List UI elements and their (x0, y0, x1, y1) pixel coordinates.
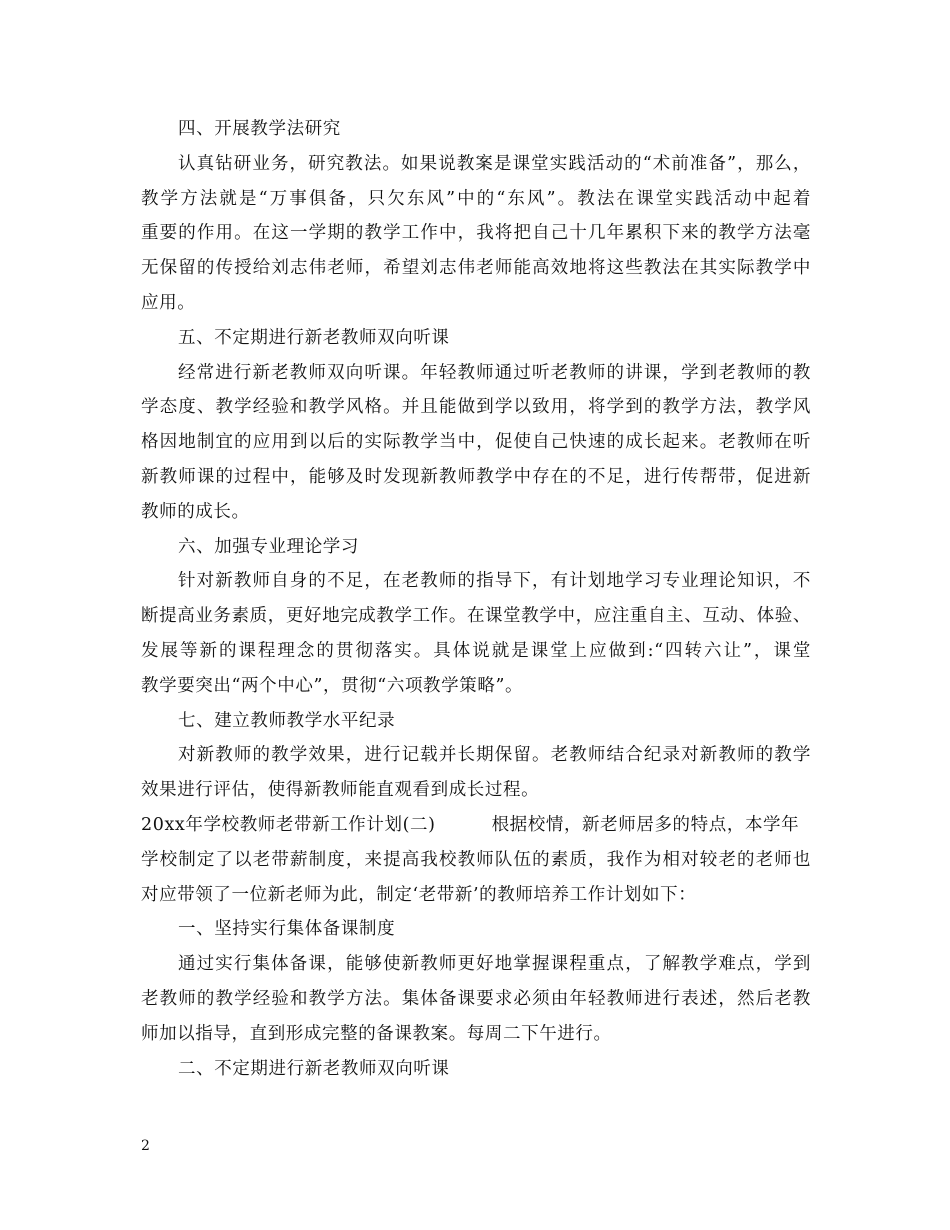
text-line: 对应带领了一位新老师为此，制定‘老带新’的教师培养工作计划如下： (141, 884, 697, 905)
text-line: 五、不定期进行新老教师双向听课 (178, 327, 450, 348)
text-line: 二、不定期进行新老教师双向听课 (178, 1058, 450, 1079)
text-line: 对新教师的教学效果，进行记载并长期保留。老教师结合纪录对新教师的教学 (178, 745, 811, 766)
text-line: 一、坚持实行集体备课制度 (178, 919, 396, 940)
text-line: 新教师课的过程中，能够及时发现新教师教学中存在的不足，进行传帮带，促进新 (141, 466, 811, 487)
text-line: 无保留的传授给刘志伟老师，希望刘志伟老师能高效地将这些教法在其实际教学中 (141, 258, 811, 279)
text-line: 应用。 (141, 292, 196, 313)
text-line: 重要的作用。在这一学期的教学工作中，我将把自己十几年累积下来的教学方法毫 (141, 223, 811, 244)
text-line: 教学要突出“两个中心”，贯彻“六项教学策略”。 (141, 675, 524, 696)
text-line: 经常进行新老教师双向听课。年轻教师通过听老教师的讲课，学到老教师的教 (178, 362, 811, 383)
text-line: 教学方法就是“万事俱备，只欠东风”中的“东风”。教法在课堂实践活动中起着 (141, 188, 811, 209)
text-line: 六、加强专业理论学习 (178, 536, 359, 557)
text-line: 断提高业务素质，更好地完成教学工作。在课堂教学中，应注重自主、互动、体验、 (141, 606, 811, 627)
text-line: 四、开展教学法研究 (178, 119, 341, 139)
text-line: 效果进行评估，使得新教师能直观看到成长过程。 (141, 780, 540, 801)
page-number: 2 (141, 1138, 150, 1154)
text-line: 教师的成长。 (141, 501, 250, 522)
section-title: 20xx年学校教师老带新工作计划(二) (141, 814, 436, 835)
text-line: 学态度、教学经验和教学风格。并且能做到学以致用，将学到的教学方法，教学风 (141, 397, 811, 418)
text-line: 学校制定了以老带薪制度，来提高我校教师队伍的素质，我作为相对较老的老师也 (141, 849, 811, 870)
document-body (141, 112, 811, 1086)
text-line: 师加以指导，直到形成完整的备课教案。每周二下午进行。 (141, 1023, 612, 1044)
text-line: 七、建立教师教学水平纪录 (178, 710, 396, 731)
text-line: 针对新教师自身的不足，在老教师的指导下，有计划地学习专业理论知识，不 (178, 571, 811, 592)
text-line: 老教师的教学经验和教学方法。集体备课要求必须由年轻教师进行表述，然后老教 (141, 988, 811, 1009)
paragraph-text: 根据校情，新老师居多的特点，本学年 (491, 814, 800, 835)
text-line (141, 808, 811, 843)
text-line: 发展等新的课程理念的贯彻落实。具体说就是课堂上应做到:“四转六让”，课堂 (141, 640, 811, 661)
text-line: 通过实行集体备课，能够使新教师更好地掌握课程重点，了解教学难点，学到 (178, 954, 811, 975)
text-line: 认真钻研业务，研究教法。如果说教案是课堂实践活动的“术前准备”，那么， (178, 153, 811, 174)
text-line: 格因地制宜的应用到以后的实际教学当中，促使自己快速的成长起来。老教师在听 (141, 432, 811, 453)
